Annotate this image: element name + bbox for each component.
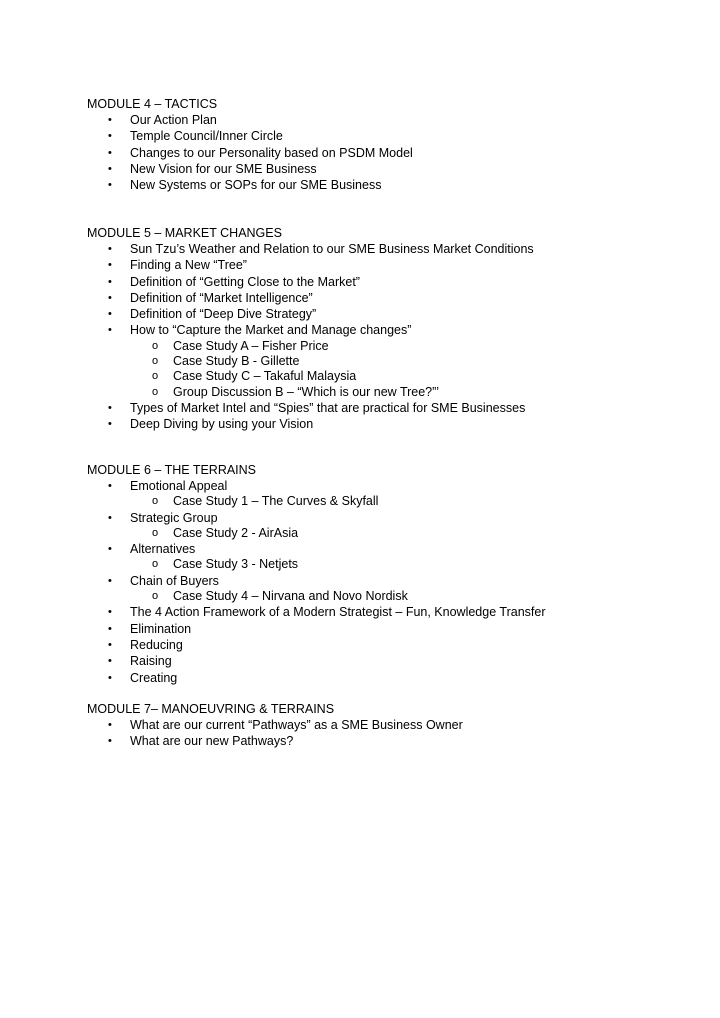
bullet-icon: •: [108, 275, 112, 288]
bullet-icon: •: [108, 622, 112, 635]
topic-text: The 4 Action Framework of a Modern Strategist – Fun, Knowledge Transfer: [130, 605, 546, 620]
topic-item: [87, 257, 687, 273]
topic-item: [87, 604, 687, 620]
topic-item: [87, 400, 687, 416]
bullet-icon: •: [108, 291, 112, 304]
subtopic-text: Case Study 1 – The Curves & Skyfall: [173, 494, 379, 509]
hollow-bullet-icon: o: [152, 590, 159, 603]
subtopic-item: [130, 369, 687, 384]
bullet-icon: •: [108, 130, 112, 143]
topic-item: [87, 306, 687, 322]
module-topic-list: [87, 241, 687, 433]
subtopic-list: [130, 557, 687, 572]
bullet-icon: •: [108, 259, 112, 272]
topic-text: Deep Diving by using your Vision: [130, 417, 314, 432]
bullet-icon: •: [108, 179, 112, 192]
topic-item: [87, 241, 687, 257]
subtopic-list: [130, 589, 687, 604]
subtopic-item: [130, 589, 687, 604]
subtopic-text: Case Study 2 - AirAsia: [173, 525, 299, 540]
subtopic-text: Group Discussion B – “Which is our new Tree?”’: [173, 384, 440, 399]
module-4: [87, 96, 687, 193]
topic-text: New Systems or SOPs for our SME Business: [130, 178, 382, 193]
module-5: [87, 225, 687, 433]
topic-item: [87, 128, 687, 144]
topic-text: What are our current “Pathways” as a SME Business Owner: [130, 718, 463, 732]
topic-text: Sun Tzu’s Weather and Relation to our SME Business Market Conditions: [130, 242, 534, 256]
topic-text: Elimination: [130, 621, 192, 636]
subtopic-list: [130, 526, 687, 541]
subtopic-text: Case Study A – Fisher Price: [173, 338, 329, 353]
topic-text: Definition of “Getting Close to the Market”: [130, 274, 360, 289]
topic-item: [87, 510, 687, 542]
hollow-bullet-icon: o: [152, 558, 159, 571]
topic-text: Our Action Plan: [130, 113, 217, 127]
topic-item: [87, 161, 687, 177]
subtopic-item: [130, 354, 687, 369]
topic-text: Finding a New “Tree”: [130, 258, 247, 273]
topic-item: [87, 573, 687, 605]
module-topic-list: [87, 478, 687, 686]
bullet-icon: •: [108, 480, 112, 492]
topic-item: [87, 322, 687, 399]
topic-text: Reducing: [130, 637, 183, 652]
topic-text: Types of Market Intel and “Spies” that are practical for SME Businesses: [130, 400, 526, 415]
subtopic-text: Case Study 4 – Nirvana and Novo Nordisk: [173, 589, 408, 604]
topic-item: [87, 717, 687, 733]
bullet-icon: •: [108, 243, 112, 255]
bullet-icon: •: [108, 308, 112, 321]
topic-item: [87, 733, 687, 749]
bullet-icon: •: [108, 511, 112, 524]
topic-text: New Vision for our SME Business: [130, 161, 317, 176]
bullet-icon: •: [108, 418, 112, 431]
module-topic-list: [87, 112, 687, 193]
hollow-bullet-icon: o: [152, 385, 159, 398]
hollow-bullet-icon: o: [152, 370, 159, 383]
module-7: [87, 701, 687, 750]
topic-item: [87, 637, 687, 653]
topic-text: Temple Council/Inner Circle: [130, 129, 283, 144]
topic-text: What are our new Pathways?: [130, 734, 294, 749]
topic-item: [87, 670, 687, 686]
subtopic-list: [130, 494, 687, 509]
topic-text: Emotional Appeal: [130, 479, 228, 493]
topic-item: [87, 653, 687, 669]
module-topic-list: [87, 717, 687, 750]
subtopic-item: [130, 494, 687, 509]
topic-text: Definition of “Deep Dive Strategy”: [130, 307, 317, 322]
topic-item: [87, 145, 687, 161]
module-title: MODULE 7– MANOEUVRING & TERRAINS: [87, 702, 335, 716]
topic-item: [87, 621, 687, 637]
module-title: MODULE 5 – MARKET CHANGES: [87, 226, 282, 240]
hollow-bullet-icon: o: [152, 339, 159, 352]
bullet-icon: •: [108, 655, 112, 668]
bullet-icon: •: [108, 719, 112, 731]
hollow-bullet-icon: o: [152, 495, 159, 508]
module-6: [87, 462, 687, 686]
subtopic-item: [130, 385, 687, 400]
topic-text: Raising: [130, 654, 172, 669]
bullet-icon: •: [108, 543, 112, 556]
topic-item: [87, 541, 687, 573]
hollow-bullet-icon: o: [152, 526, 159, 539]
bullet-icon: •: [108, 735, 112, 748]
topic-text: Changes to our Personality based on PSDM Model: [130, 145, 413, 160]
topic-item: [87, 112, 687, 128]
subtopic-item: [130, 339, 687, 354]
topic-text: Alternatives: [130, 542, 196, 557]
bullet-icon: •: [108, 574, 112, 587]
topic-text: Creating: [130, 670, 178, 685]
topic-text: Chain of Buyers: [130, 573, 219, 588]
bullet-icon: •: [108, 324, 112, 337]
topic-text: How to “Capture the Market and Manage changes”: [130, 323, 412, 338]
bullet-icon: •: [108, 146, 112, 159]
topic-text: Strategic Group: [130, 510, 218, 525]
bullet-icon: •: [108, 671, 112, 684]
subtopic-text: Case Study 3 - Netjets: [173, 557, 299, 572]
bullet-icon: •: [108, 606, 112, 619]
bullet-icon: •: [108, 638, 112, 651]
module-title: MODULE 4 – TACTICS: [87, 97, 218, 111]
bullet-icon: •: [108, 162, 112, 175]
topic-text: Definition of “Market Intelligence”: [130, 290, 313, 305]
subtopic-item: [130, 557, 687, 572]
module-title: MODULE 6 – THE TERRAINS: [87, 463, 257, 477]
subtopic-item: [130, 526, 687, 541]
subtopic-list: [130, 339, 687, 400]
subtopic-text: Case Study C – Takaful Malaysia: [173, 369, 357, 384]
bullet-icon: •: [108, 114, 112, 126]
hollow-bullet-icon: o: [152, 355, 159, 368]
topic-item: [87, 290, 687, 306]
subtopic-text: Case Study B - Gillette: [173, 354, 300, 369]
topic-item: [87, 177, 687, 193]
topic-item: [87, 274, 687, 290]
topic-item: [87, 416, 687, 432]
topic-item: [87, 478, 687, 510]
bullet-icon: •: [108, 401, 112, 414]
